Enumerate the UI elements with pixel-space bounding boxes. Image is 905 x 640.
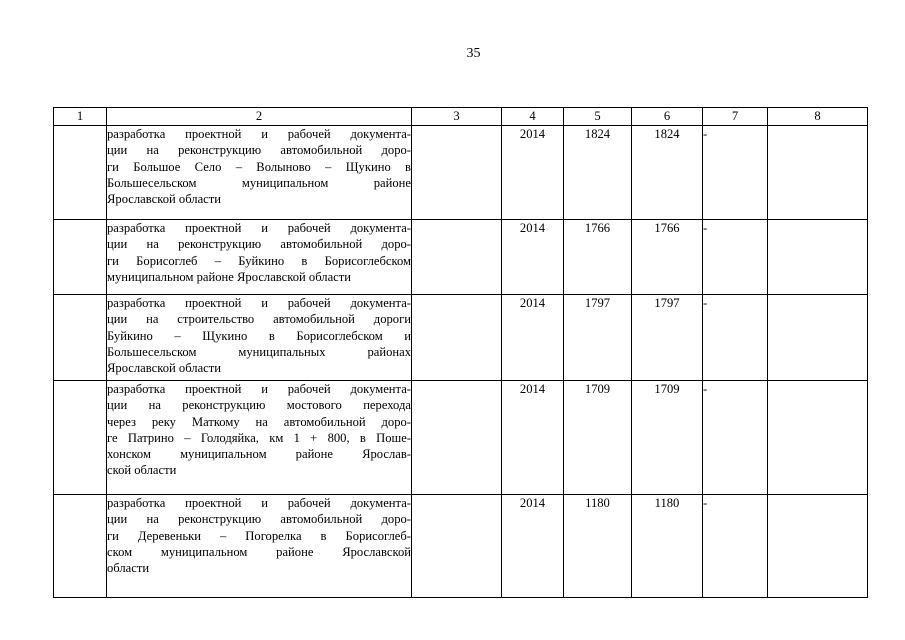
year-cell: 2014 [502, 126, 564, 220]
header-cell-7: 7 [703, 108, 768, 126]
description-line: ской области [107, 463, 177, 478]
col7-cell: - [703, 295, 768, 381]
col6-cell: 1180 [632, 495, 703, 598]
table-row [54, 381, 868, 495]
col5-cell: 1824 [564, 126, 632, 220]
description-line: ги Большое Село – Волыново – Щукино в [107, 159, 411, 174]
description-line: хонском муниципальном районе Ярослав- [107, 447, 411, 462]
header-cell-6: 6 [632, 108, 703, 126]
year-cell: 2014 [502, 220, 564, 295]
index-cell [54, 295, 107, 381]
col8-cell [768, 126, 868, 220]
description-line: разработка проектной и рабочей документа- [107, 296, 411, 310]
description-line: области [107, 561, 150, 576]
table-row [54, 495, 868, 598]
col6-cell: 1766 [632, 220, 703, 295]
budget-table [53, 107, 868, 598]
description-cell [107, 220, 412, 295]
description-line: разработка проектной и рабочей документа- [107, 496, 411, 510]
col5-cell: 1766 [564, 220, 632, 295]
description-line: разработка проектной и рабочей документа- [107, 382, 411, 396]
col7-cell: - [703, 220, 768, 295]
year-cell: 2014 [502, 295, 564, 381]
col8-cell [768, 220, 868, 295]
index-cell [54, 220, 107, 295]
col8-cell [768, 495, 868, 598]
col7-cell: - [703, 126, 768, 220]
col3-cell [412, 126, 502, 220]
description-line: ции на реконструкцию автомобильной доро- [107, 143, 411, 158]
description-line: разработка проектной и рабочей документа- [107, 127, 411, 141]
col6-cell: 1824 [632, 126, 703, 220]
index-cell [54, 126, 107, 220]
col6-cell: 1797 [632, 295, 703, 381]
table-row [54, 126, 868, 220]
col3-cell [412, 495, 502, 598]
header-cell-4: 4 [502, 108, 564, 126]
col8-cell [768, 295, 868, 381]
description-cell [107, 381, 412, 495]
table-row [54, 220, 868, 295]
col3-cell [412, 220, 502, 295]
description-cell [107, 126, 412, 220]
index-cell [54, 381, 107, 495]
year-cell: 2014 [502, 495, 564, 598]
page-number: 35 [466, 46, 481, 61]
col5-cell: 1180 [564, 495, 632, 598]
description-line: Большесельском муниципальных районах [107, 344, 411, 359]
col5-cell: 1797 [564, 295, 632, 381]
index-cell [54, 495, 107, 598]
description-cell [107, 295, 412, 381]
description-line: муниципальном районе Ярославской области [107, 269, 352, 284]
description-line: через реку Маткому на автомобильной доро- [107, 414, 411, 429]
col7-cell: - [703, 381, 768, 495]
description-line: ги Борисоглеб – Буйкино в Борисоглебском [107, 253, 411, 268]
col6-cell: 1709 [632, 381, 703, 495]
description-line: ции на реконструкцию мостового перехода [107, 398, 411, 413]
col3-cell [412, 381, 502, 495]
description-line: ском муниципальном районе Ярославской [107, 544, 411, 559]
header-cell-3: 3 [412, 108, 502, 126]
description-line: ции на реконструкцию автомобильной доро- [107, 237, 411, 252]
description-line: ги Деревеньки – Погорелка в Борисоглеб- [107, 528, 411, 543]
col3-cell [412, 295, 502, 381]
header-cell-1: 1 [54, 108, 107, 126]
col7-cell: - [703, 495, 768, 598]
description-line: ции на реконструкцию автомобильной доро- [107, 512, 411, 527]
description-line: разработка проектной и рабочей документа- [107, 221, 411, 235]
table-row [54, 295, 868, 381]
col8-cell [768, 381, 868, 495]
header-row [54, 108, 868, 126]
description-cell [107, 495, 412, 598]
description-line: ге Патрино – Голодяйка, км 1 + 800, в Поше- [107, 430, 411, 445]
description-line: Ярославской области [107, 192, 221, 207]
description-line: Ярославской области [107, 361, 221, 376]
description-line: Буйкино – Щукино в Борисоглебском и [107, 328, 411, 343]
col5-cell: 1709 [564, 381, 632, 495]
header-cell-2: 2 [107, 108, 412, 126]
description-line: Большесельском муниципальном районе [107, 175, 411, 190]
description-line: ции на строительство автомобильной дороги [107, 312, 411, 327]
header-cell-8: 8 [768, 108, 868, 126]
header-cell-5: 5 [564, 108, 632, 126]
year-cell: 2014 [502, 381, 564, 495]
